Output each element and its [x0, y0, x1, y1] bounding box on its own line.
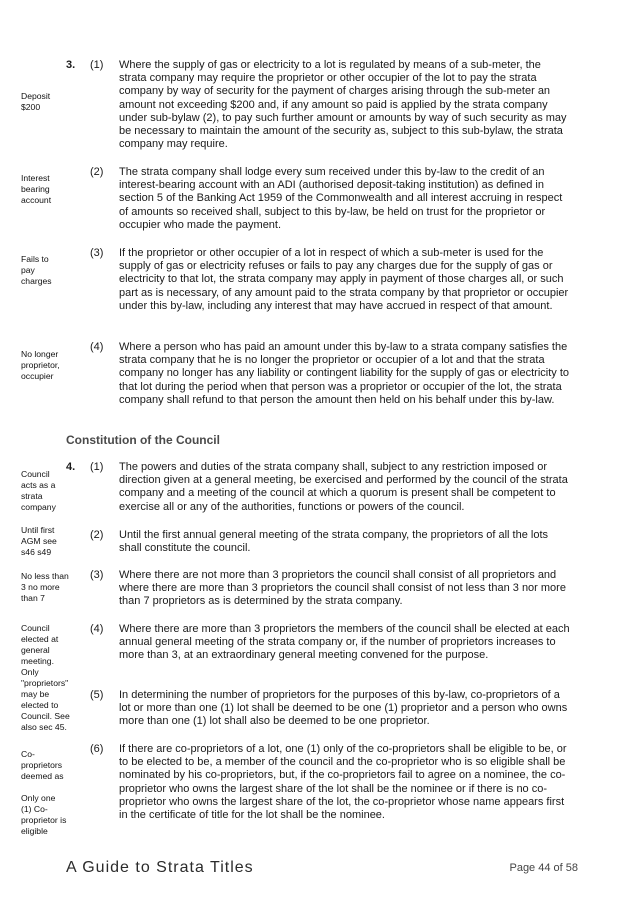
- margin-note-interest-account: Interest bearing account: [21, 173, 52, 205]
- section-heading: Constitution of the Council: [66, 433, 220, 447]
- page-number: Page 44 of 58: [509, 862, 578, 874]
- clause-4-3-number: (3): [90, 569, 104, 581]
- clause-4-4-text: Where there are more than 3 proprietors the members of the council shall be elected at each annual general meeting of the strata company or, if the number of proprietors increases to more than 3, at an extraordinary general meeting convened for the purpose.: [119, 623, 570, 662]
- margin-note-fails-to-pay: Fails to pay charges: [21, 254, 52, 286]
- margin-note-council-acts: Council acts as a strata company: [21, 469, 56, 512]
- margin-note-co-proprietors: Co- proprietors deemed as Only one (1) Co- proprietor is eligible: [21, 749, 67, 836]
- margin-note-no-longer-proprietor: No longer proprietor, occupier: [21, 349, 60, 381]
- clause-4-2-text: Until the first annual general meeting of the strata company, the proprietors of all the lots shall constitute the council.: [119, 529, 549, 555]
- clause-3-3-text: If the proprietor or other occupier of a lot in respect of which a sub-meter is used for the supply of gas or electricity refuses or fails to pay any charges due for the supply of gas or electricity to that lot, the strata company may apply in payment of those charges all, or such part as is necessary, of any amount paid to the strata company by that proprietor or occupier under this by-law, including any interest that may have accrued in respect of that amount.: [119, 247, 569, 312]
- margin-note-deposit: Deposit $200: [21, 91, 51, 112]
- clause-4-6-number: (6): [90, 743, 104, 755]
- clause-3-1-text: Where the supply of gas or electricity to a lot is regulated by means of a sub-meter, the strata company may require the proprietor or other occupier of the lot to pay the strata company by way of security for the payment of charges arising through the sub-meter an amount not exceeding $200 and, if any amount so paid is applied by the strata company under sub-bylaw (2), to pay such further amount or amounts by way of such security as may be necessary to maintain the amount of the security as, subject to this sub-bylaw, the strata company may require.: [119, 59, 567, 151]
- clause-4-5-text: In determining the number of proprietors for the purposes of this by-law, co-proprietors of a lot or more than one (1) lot shall be deemed to be one (1) proprietor and a person who owns more than one (1) lot shall also be deemed to be one proprietor.: [119, 689, 568, 728]
- margin-note-council-elected: Council elected at general meeting. Only "proprietors" may be elected to Council. See also sec 45.: [21, 623, 70, 732]
- clause-4-3-text: Where there are not more than 3 proprietors the council shall consist of all proprietors and where there are more than 3 proprietors the council shall consist of not less than 3 nor more than 7 proprietors as is determined by the strata company.: [119, 569, 566, 608]
- clause-3-3-number: (3): [90, 247, 104, 259]
- clause-4-2-number: (2): [90, 529, 104, 541]
- clause-3-2-number: (2): [90, 166, 104, 178]
- clause-4-4-number: (4): [90, 623, 104, 635]
- clause-3-2-text: The strata company shall lodge every sum received under this by-law to the credit of an interest-bearing account with an ADI (authorised deposit-taking institution) as defined in section 5 of the Banking Act 1959 of the Commonwealth and all interest accruing in respect of amounts so received shall, subject to this by-law, be held on trust for the proprietor or occupier who made the payment.: [119, 166, 563, 231]
- clause-4-6-text: If there are co-proprietors of a lot, one (1) only of the co-proprietors shall be eligible to be, or to be elected to be, a member of the council and the co-proprietor who is so eligible shall be nominated by his co-proprietors, but, if the co-proprietors fail to agree on a nominee, the co-proprietor who owns the largest share of the lot shall be the nominee or if there is no co-proprietor who owns the largest share of the lot, the co-proprietor whose name appears first in the certificate of title for the lot shall be the nominee.: [119, 743, 567, 822]
- margin-note-until-first-agm: Until first AGM see s46 s49: [21, 525, 57, 557]
- clause-4-5-number: (5): [90, 689, 104, 701]
- margin-note-no-less-than-3: No less than 3 no more than 7: [21, 571, 69, 603]
- clause-4-1-text: The powers and duties of the strata company shall, subject to any restriction imposed or direction given at a general meeting, be exercised and performed by the council of the strata company and a meeting of the council at which a quorum is present shall be competent to exercise all or any of the authorities, functions or powers of the council.: [119, 461, 568, 513]
- footer-title: A Guide to Strata Titles: [66, 859, 254, 876]
- section-4-number: 4.: [66, 461, 76, 473]
- clause-3-4-text: Where a person who has paid an amount under this by-law to a strata company satisfies the strata company that he is no longer the proprietor or occupier of a lot and that the strata company no longer has any liability or contingent liability for the supply of gas or electricity to that lot during the period when that person was a proprietor or occupier of the lot, the strata company shall refund to that person the amount then held on his behalf under this by-law.: [119, 341, 570, 406]
- clause-3-4-number: (4): [90, 341, 104, 353]
- clause-4-1-number: (1): [90, 461, 104, 473]
- section-3-number: 3.: [66, 59, 76, 71]
- clause-3-1-number: (1): [90, 59, 104, 71]
